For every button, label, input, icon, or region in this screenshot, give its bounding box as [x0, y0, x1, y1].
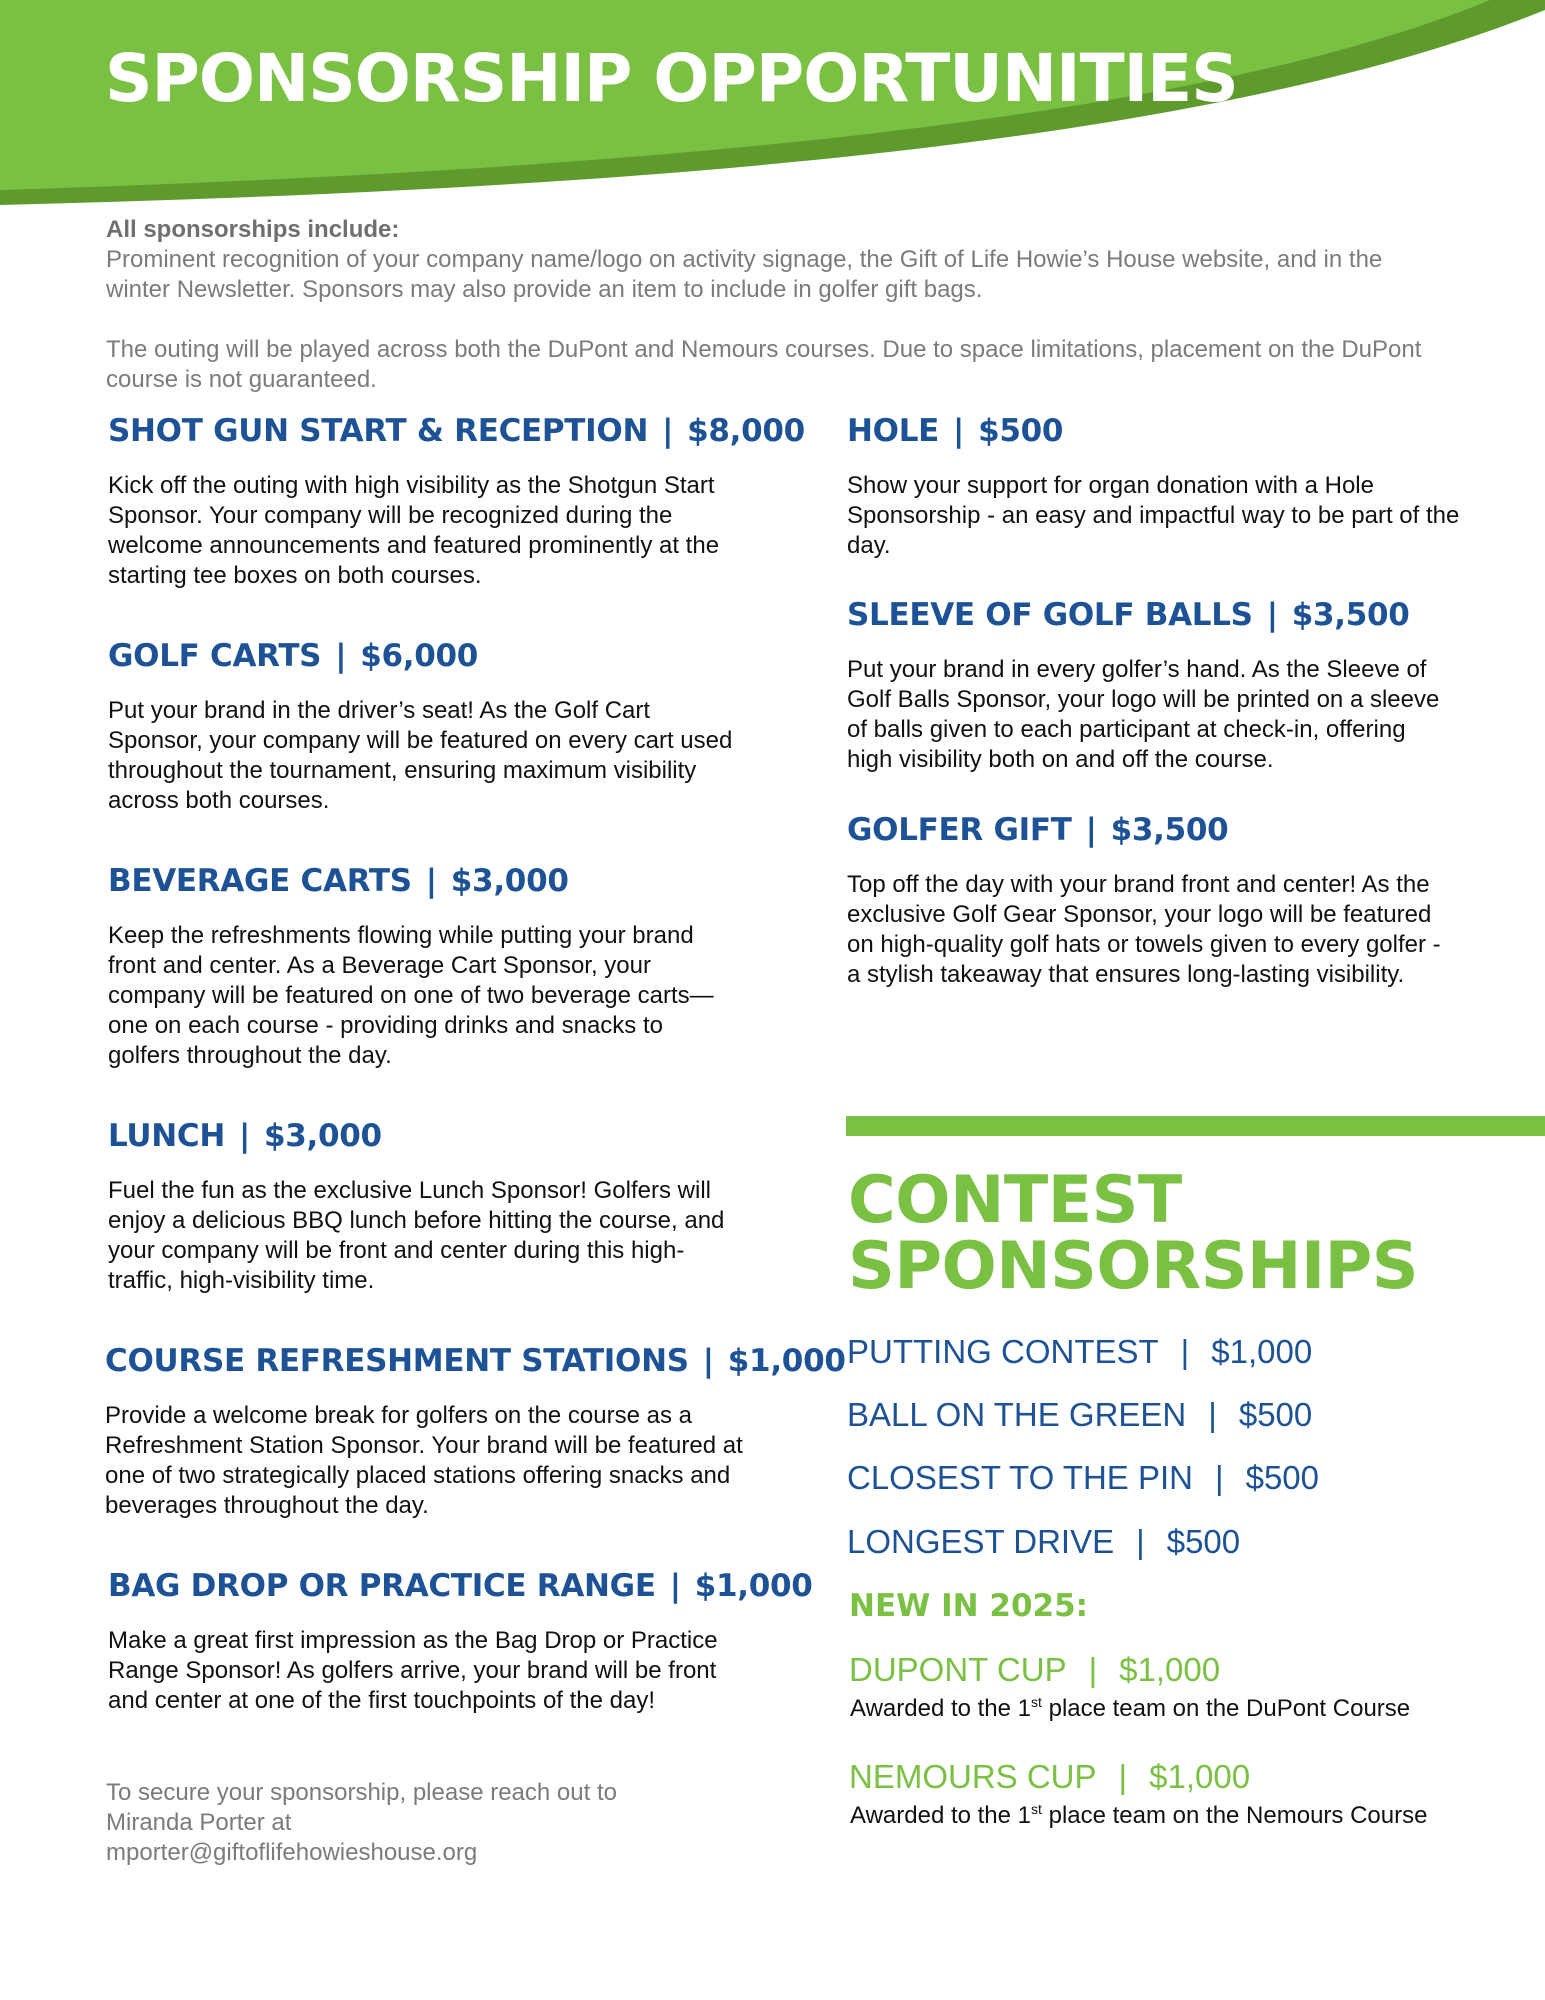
cup-note-text: place team on the DuPont Course [1041, 1695, 1411, 1722]
cup-note-text: place team on the Nemours Course [1041, 1802, 1428, 1829]
cup-price: $1,000 [1119, 1651, 1221, 1688]
cup-note [850, 1694, 1410, 1723]
contest-item: PUTTING CONTEST | $1,000 [847, 1333, 1313, 1370]
contest-name: PUTTING CONTEST [847, 1333, 1159, 1370]
intro-label: All sponsorships include: [106, 216, 400, 243]
contest-name: BALL ON THE GREEN [847, 1396, 1187, 1433]
sponsorship-name: BAG DROP OR PRACTICE RANGE [108, 1568, 656, 1604]
sponsorship-description: Top off the day with your brand front and center! As the exclusive Golf Gear Sponsor, your logo will be featured on high-quality golf hats or towels given to every golfer - a stylish takeaway that ensures long-lasting visibility. [847, 871, 1441, 988]
sponsorship-description: Keep the refreshments flowing while putting your brand front and center. As a Beverage Cart Sponsor, your company will be featured on one of two beverage carts—one on each course - providing drinks and snacks to golfers throughout the day. [108, 922, 714, 1069]
cup-note-ordinal: st [1031, 1801, 1042, 1817]
sponsorship-name: BEVERAGE CARTS [108, 863, 412, 899]
cup-price: $1,000 [1149, 1758, 1251, 1795]
sponsorship-price: $3,000 [264, 1118, 382, 1154]
contest-item: CLOSEST TO THE PIN | $500 [847, 1459, 1320, 1496]
sponsorship-heading: SHOT GUN START & RECEPTION | $8,000 [108, 413, 805, 449]
contest-item: LONGEST DRIVE | $500 [847, 1523, 1241, 1560]
sponsorship-name: HOLE [847, 413, 940, 449]
sponsorship-name: SHOT GUN START & RECEPTION [108, 413, 649, 449]
sponsorship-heading: GOLF CARTS | $6,000 [108, 638, 479, 674]
sponsorship-item [108, 1118, 728, 1296]
cup-note-text: Awarded to the 1 [850, 1695, 1032, 1722]
sponsorship-description: Fuel the fun as the exclusive Lunch Sponsor! Golfers will enjoy a delicious BBQ lunch before hitting the course, and your company will be front and center during this high-traffic, high-visibility time. [108, 1177, 725, 1294]
sponsorship-item [847, 812, 1447, 990]
sponsorship-name: SLEEVE OF GOLF BALLS [847, 597, 1253, 633]
sponsorship-price: $500 [978, 413, 1064, 449]
sponsorship-heading: BAG DROP OR PRACTICE RANGE | $1,000 [108, 1568, 813, 1604]
sponsorship-name: GOLF CARTS [108, 638, 322, 674]
sponsorship-heading: HOLE | $500 [847, 413, 1064, 449]
sponsorship-item [108, 413, 805, 591]
page-title: SPONSORSHIP OPPORTUNITIES [105, 40, 1238, 117]
contest-price: $1,000 [1211, 1333, 1313, 1370]
sponsorship-description: Kick off the outing with high visibility as the Shotgun Start Sponsor. Your company will be recognized during the welcome announcements and featured prominently at the starting tee boxes on both courses. [108, 472, 720, 589]
sponsorship-description: Make a great first impression as the Bag Drop or Practice Range Sponsor! As golfers arrive, your brand will be front and center at one of the first touchpoints of the day! [108, 1627, 718, 1714]
sponsorship-item [847, 413, 1467, 561]
header-banner [0, 0, 1545, 240]
banner-wave-shape [0, 0, 1545, 240]
intro-note: The outing will be played across both the DuPont and Nemours courses. Due to space limitations, placement on the DuPont course is not guaranteed. [106, 336, 1422, 393]
cup-note [850, 1801, 1427, 1830]
cup-name: DUPONT CUP [849, 1651, 1067, 1688]
contest-title-line: CONTEST [848, 1163, 1182, 1238]
sponsorship-heading: LUNCH | $3,000 [108, 1118, 382, 1154]
contest-name: LONGEST DRIVE [847, 1523, 1115, 1560]
contest-price: $500 [1245, 1459, 1320, 1496]
sponsorship-item [108, 1568, 813, 1716]
contact-note: To secure your sponsorship, please reach out to Miranda Porter at mporter@giftoflifehowieshouse.org [106, 1779, 617, 1866]
intro-section [106, 215, 1446, 395]
sponsorship-name: GOLFER GIFT [847, 812, 1072, 848]
sponsorship-name: LUNCH [108, 1118, 225, 1154]
cup-name: NEMOURS CUP [849, 1758, 1097, 1795]
sponsorship-price: $3,500 [1291, 597, 1410, 633]
contest-name: CLOSEST TO THE PIN [847, 1459, 1194, 1496]
sponsorship-item [105, 1343, 846, 1521]
sponsorship-heading: COURSE REFRESHMENT STATIONS | $1,000 [105, 1343, 846, 1379]
sponsorship-item [108, 638, 748, 816]
contest-price: $500 [1166, 1523, 1241, 1560]
sponsorship-description: Provide a welcome break for golfers on the course as a Refreshment Station Sponsor. Your brand will be featured at one of two strategically placed stations offering snacks and beverages throughout the day. [105, 1402, 743, 1519]
sponsorship-price: $1,000 [694, 1568, 813, 1604]
contest-item: BALL ON THE GREEN | $500 [847, 1396, 1313, 1433]
sponsorship-description: Put your brand in every golfer’s hand. As the Sleeve of Golf Balls Sponsor, your logo will be printed on a sleeve of balls given to each participant at check-in, offering high visibility both on and off the course. [847, 656, 1440, 773]
cup-note-text: Awarded to the 1 [850, 1802, 1032, 1829]
sponsorship-price: $6,000 [360, 638, 479, 674]
section-divider [846, 1116, 1545, 1136]
sponsorship-price: $3,500 [1110, 812, 1229, 848]
sponsorship-price: $8,000 [687, 413, 805, 449]
intro-text: Prominent recognition of your company name/logo on activity signage, the Gift of Life Howie’s House website, and in the winter Newsletter. Sponsors may also provide an item to include in golfer gift bags. [106, 246, 1383, 303]
sponsorship-heading: GOLFER GIFT | $3,500 [847, 812, 1229, 848]
cup-note-ordinal: st [1031, 1694, 1042, 1710]
contest-title-line: SPONSORSHIPS [848, 1229, 1419, 1304]
sponsorship-item [847, 597, 1447, 775]
cup-item: NEMOURS CUP | $1,000 [849, 1758, 1251, 1795]
sponsorship-description: Show your support for organ donation with a Hole Sponsorship - an easy and impactful way to be part of the day. [847, 472, 1460, 559]
sponsorship-price: $3,000 [450, 863, 569, 899]
cup-item: DUPONT CUP | $1,000 [849, 1651, 1221, 1688]
sponsorship-name: COURSE REFRESHMENT STATIONS [105, 1343, 689, 1379]
sponsorship-item [108, 863, 738, 1071]
sponsorship-heading: BEVERAGE CARTS | $3,000 [108, 863, 569, 899]
new-in-2025-label: NEW IN 2025: [849, 1588, 1089, 1624]
sponsorship-description: Put your brand in the driver’s seat! As the Golf Cart Sponsor, your company will be featured on every cart used throughout the tournament, ensuring maximum visibility across both courses. [108, 697, 733, 814]
sponsorship-price: $1,000 [727, 1343, 846, 1379]
contest-price: $500 [1238, 1396, 1313, 1433]
contest-title [848, 1163, 1419, 1304]
sponsorship-heading: SLEEVE OF GOLF BALLS | $3,500 [847, 597, 1410, 633]
